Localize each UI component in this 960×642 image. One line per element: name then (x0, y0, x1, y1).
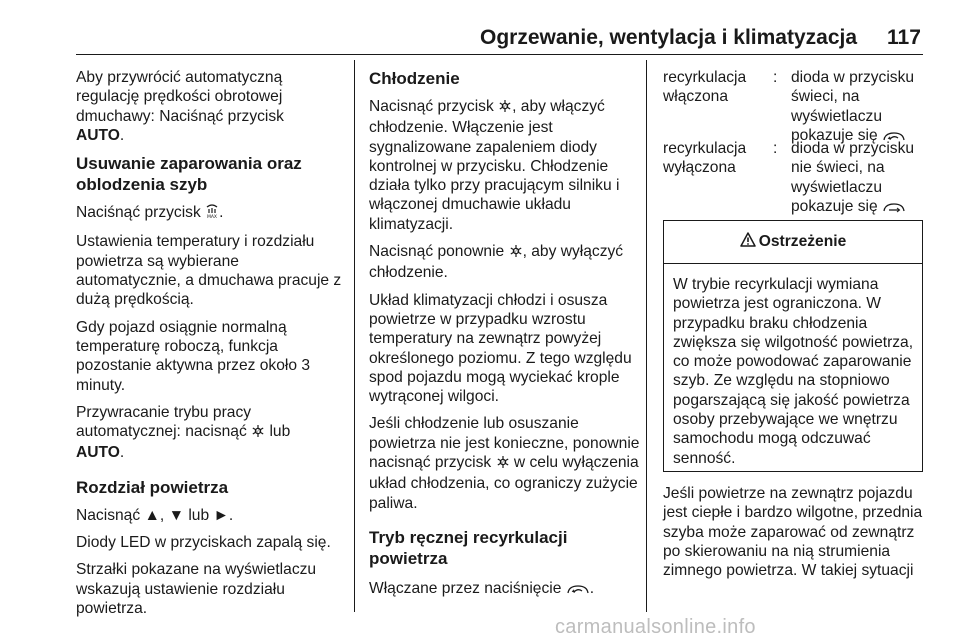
paragraph-press-defrost (76, 203, 348, 224)
defrost-max-icon (205, 203, 219, 224)
svg-text:A/C: A/C (499, 459, 506, 465)
ac-snowflake-icon (496, 455, 510, 474)
watermark: carmanualsonline.info (555, 616, 756, 638)
paragraph-fogging: Jeśli powietrze na zewnątrz pojazdu jest ciepłe i bardzo wilgotne, przednia szyba może zaparować od zewnątrz po skierowaniu na nią strumienia zimnego powietrza. W takiej sytuacji (663, 485, 923, 580)
ac-snowflake-icon (509, 244, 523, 263)
svg-text:A/C: A/C (501, 103, 509, 109)
text: dioda w przycisku nie świeci, na wyświetlaczu pokazuje się (791, 140, 915, 215)
svg-text:A/C: A/C (512, 248, 520, 254)
page-header (0, 0, 960, 50)
recirculation-icon (566, 581, 590, 600)
heading-defrost: Usuwanie zaparowania oraz oblodzenia szyb (76, 154, 302, 195)
ac-snowflake-icon (251, 424, 265, 443)
text: lub (269, 423, 291, 441)
column-3-continued (663, 484, 925, 588)
paragraph-restore-mode (76, 403, 348, 463)
recirc-state-label: recyrkulacja włączona (663, 69, 747, 106)
heading-cooling: Chłodzenie (369, 69, 460, 88)
paragraph-press-arrows: Nacisnąć ▲, ▼ lub ►. (76, 506, 234, 524)
page-title: Ogrzewanie, wentylacja i klimatyzacja (480, 26, 858, 49)
paragraph-operating-temp: Gdy pojazd osiągnie normalną temperaturę roboczą, funkcja pozostanie aktywna przez około 3 minuty. (76, 318, 311, 394)
warning-title: Ostrzeżenie (758, 233, 847, 250)
recirc-state-label: recyrkulacja wyłączona (663, 140, 747, 177)
text: Aby przywrócić automatyczną regulację prędkości obrotowej dmuchawy: Naciśnąć przycisk (76, 69, 284, 125)
svg-text:A/C: A/C (254, 428, 262, 434)
paragraph-settings: Ustawienia temperatury i rozdziału powietrza są wybierane automatycznie, a dmuchawa pracuje z dużą prędkością. (76, 233, 342, 309)
text: w celu wyłączenia układ chłodzenia, co ograniczy zużycie paliwa. (369, 454, 639, 512)
text: , aby wyłączyć chłodzenie. (369, 243, 624, 282)
column-1 (76, 68, 348, 626)
text: dioda w przycisku świeci, na wyświetlaczu pokazuje się (791, 69, 915, 144)
warning-triangle-icon (740, 232, 756, 252)
text: Włączane przez naciśnięcie (369, 579, 562, 597)
text: Przywracanie trybu pracy automatycznej: nacisnąć (76, 403, 252, 441)
paragraph-cooling-off (369, 242, 641, 283)
header-rule (76, 54, 923, 55)
paragraph-restore-auto (76, 68, 348, 145)
heading-recirculation: Tryb ręcznej recyrkulacji powietrza (369, 527, 568, 568)
paragraph-recirc-on (369, 579, 641, 600)
text: Jeśli chłodzenie lub osuszanie powietrza nie jest konieczne, ponownie nacisnąć przycisk (369, 415, 640, 472)
paragraph-arrows-display: Strzałki pokazane na wyświetlaczu wskazują ustawienie rozdziału powietrza. (76, 561, 317, 617)
separator: : (773, 69, 778, 86)
recirc-state-desc (791, 139, 931, 218)
column-divider-2 (646, 60, 647, 612)
column-2 (369, 68, 641, 608)
paragraph-ac-not-needed (369, 414, 641, 512)
column-divider-1 (354, 60, 355, 612)
warning-text: W trybie recyrkulacji wymiana powietrza jest ograniczona. W przypadku braku chłodzenia zwiększa się wilgotność powietrza, co może powodować zaparowanie szyb. Ze względu na stopniowo pogarszającą się jakość powietrza osoby przebywające we wnętrzu samochodu mogą odczuwać senność. (673, 276, 914, 467)
warning-box (663, 220, 923, 472)
text: , aby włączyć chłodzenie. Włączenie jest sygnalizowane zapaleniem diody kontrolnej w przycisku. Chłodzenie działa tylko przy pracującym silniku i włączonej dmuchawie układu klimatyzacji. (369, 98, 620, 233)
recirc-state-desc (791, 68, 931, 147)
text: . (119, 126, 125, 144)
auto-label: AUTO (76, 444, 120, 462)
recirc-row-off (663, 139, 925, 225)
auto-label: AUTO (76, 126, 120, 144)
text: . (119, 444, 125, 462)
column-3 (663, 68, 925, 225)
ac-snowflake-icon (498, 99, 512, 118)
page-number: 117 (887, 26, 921, 49)
separator: : (773, 140, 778, 157)
text: Naciśnąć przycisk (76, 204, 201, 222)
warning-header (664, 221, 922, 264)
recirculation-off-icon (882, 199, 906, 218)
text: Nacisnąć przycisk (369, 98, 494, 115)
text: . (219, 204, 224, 222)
heading-air-distribution: Rozdział powietrza (76, 477, 229, 497)
svg-text:MAX: MAX (207, 215, 218, 220)
text: Nacisnąć ponownie (369, 243, 505, 261)
text: . (589, 579, 595, 597)
paragraph-ac-dehumidify: Układ klimatyzacji chłodzi i osusza powietrze w przypadku wzrostu temperatury na zewnątrz powyżej określonego poziomu. Z tego względu spod pojazdu mogą wyciekać krople wytrąconej wilgoci. (369, 291, 632, 406)
paragraph-leds: Diody LED w przyciskach zapalą się. (76, 534, 331, 552)
paragraph-cooling-on (369, 97, 641, 234)
